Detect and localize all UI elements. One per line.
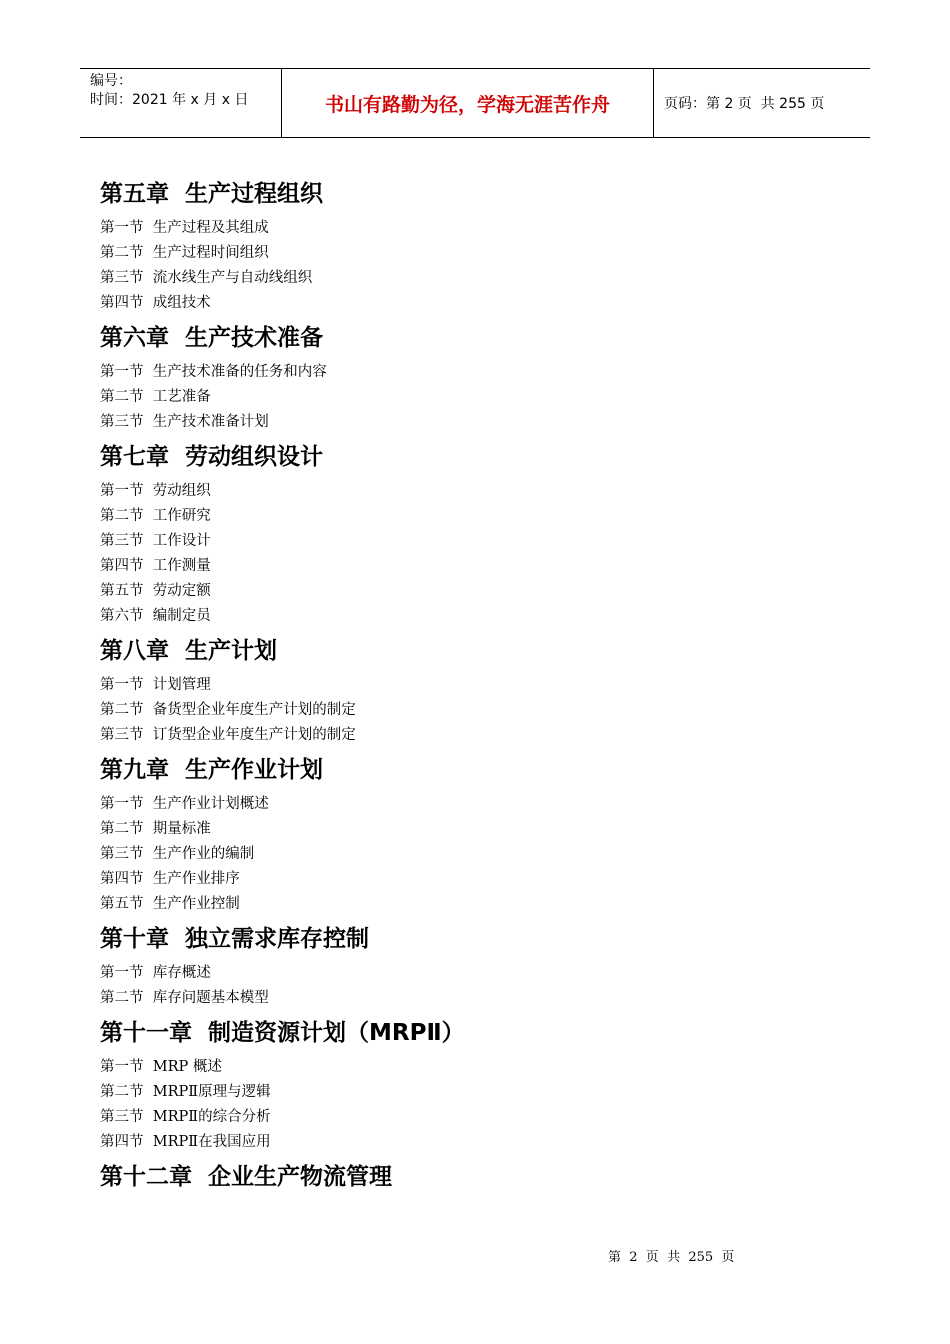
section-item: 第一节 生产技术准备的任务和内容	[100, 364, 327, 380]
section-item: 第二节 期量标准	[100, 821, 211, 837]
section-item: 第二节 工作研究	[100, 508, 211, 524]
section-item: 第一节 生产过程及其组成	[100, 220, 269, 236]
section-item: 第一节 计划管理	[100, 677, 211, 693]
chapter-title: 第六章 生产技术准备	[100, 325, 324, 351]
section-item: 第一节 MRP 概述	[100, 1059, 222, 1075]
table-of-contents	[100, 172, 860, 1199]
header-meta-cell	[80, 69, 281, 137]
section-item: 第三节 流水线生产与自动线组织	[100, 270, 313, 286]
section-item: 第四节 成组技术	[100, 295, 211, 311]
chapter-title: 第十一章 制造资源计划（MRPⅡ）	[100, 1020, 465, 1046]
header-motto-cell	[281, 69, 654, 137]
time-label: 时间：2021 年 x 月 x 日	[90, 92, 249, 108]
section-item: 第二节 MRPⅡ原理与逻辑	[100, 1084, 271, 1100]
section-item: 第一节 库存概述	[100, 965, 211, 981]
chapter-title: 第七章 劳动组织设计	[100, 444, 324, 470]
section-item: 第一节 生产作业计划概述	[100, 796, 269, 812]
section-item: 第四节 MRPⅡ在我国应用	[100, 1134, 271, 1150]
page-header	[80, 68, 870, 138]
chapter-title: 第八章 生产计划	[100, 638, 278, 664]
section-item: 第三节 生产技术准备计划	[100, 414, 269, 430]
chapter-title: 第十章 独立需求库存控制	[100, 926, 370, 952]
chapter-title: 第九章 生产作业计划	[100, 757, 324, 783]
chapter-title: 第十二章 企业生产物流管理	[100, 1164, 393, 1190]
section-item: 第四节 生产作业排序	[100, 871, 240, 887]
section-item: 第四节 工作测量	[100, 558, 211, 574]
section-item: 第三节 MRPⅡ的综合分析	[100, 1109, 271, 1125]
section-item: 第二节 工艺准备	[100, 389, 211, 405]
section-item: 第二节 库存问题基本模型	[100, 990, 269, 1006]
section-item: 第二节 备货型企业年度生产计划的制定	[100, 702, 356, 718]
serial-label: 编号：	[90, 73, 132, 89]
section-item: 第三节 工作设计	[100, 533, 211, 549]
page-footer: 第 2 页 共 255 页	[608, 1250, 735, 1265]
page-info: 页码：第 2 页 共 255 页	[664, 96, 825, 112]
section-item: 第三节 生产作业的编制	[100, 846, 255, 862]
section-item: 第一节 劳动组织	[100, 483, 211, 499]
section-item: 第五节 劳动定额	[100, 583, 211, 599]
section-item: 第六节 编制定员	[100, 608, 211, 624]
section-item: 第五节 生产作业控制	[100, 896, 240, 912]
chapter-title: 第五章 生产过程组织	[100, 181, 324, 207]
section-item: 第二节 生产过程时间组织	[100, 245, 269, 261]
section-item: 第三节 订货型企业年度生产计划的制定	[100, 727, 356, 743]
motto-text: 书山有路勤为径，学海无涯苦作舟	[324, 93, 610, 116]
